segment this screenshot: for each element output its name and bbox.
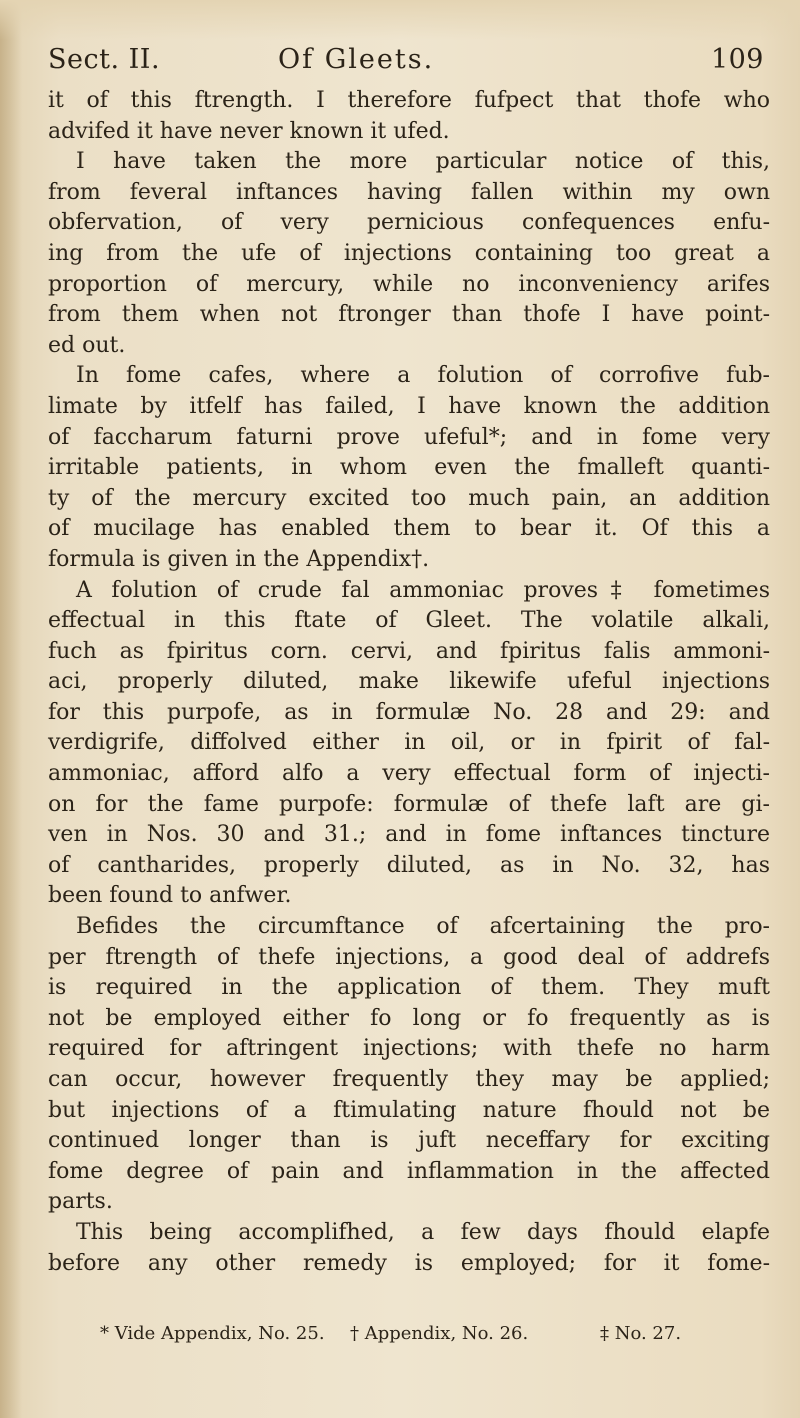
text-line: ed out. <box>48 332 126 358</box>
page-number: 109 <box>710 44 764 75</box>
text-line: obfervation, of very pernicious confequences enfu- <box>48 210 770 236</box>
page-top-shadow <box>0 0 800 40</box>
text-line: advifed it have never known it ufed. <box>48 118 450 144</box>
text-line: per ftrength of thefe injections, a good deal of addrefs <box>48 944 770 970</box>
section-label: Sect. II. <box>48 44 161 75</box>
text-line: verdigrife, diffolved either in oil, or in fpirit of fal- <box>48 730 770 756</box>
text-line: ty of the mercury excited too much pain, an addition <box>48 485 770 511</box>
text-line: can occur, however frequently they may be applied; <box>48 1067 770 1092</box>
text-line: irritable patients, in whom even the fmalleft quanti- <box>48 455 770 481</box>
text-line: for this purpofe, as in formulæ No. 28 and 29: and <box>48 699 770 725</box>
text-line: proportion of mercury, while no inconveniency arifes <box>48 271 770 297</box>
text-line: but injections of a ftimulating nature fhould not be <box>48 1097 770 1123</box>
text-line: been found to anfwer. <box>48 883 292 909</box>
text-line: ing from the ufe of injections containing too great a <box>48 240 770 266</box>
text-line: it of this ftrength. I therefore fufpect that thofe who <box>48 88 770 113</box>
text-line: of mucilage has enabled them to bear it. Of this a <box>48 516 770 542</box>
text-line: This being accomplifhed, a few days fhould elapfe <box>76 1219 770 1245</box>
text-line: ven in Nos. 30 and 31.; and in fome inftances tincture <box>48 822 770 848</box>
text-line: continued longer than is juft neceffary for exciting <box>48 1128 770 1154</box>
text-line: fuch as fpiritus corn. cervi, and fpiritus falis ammoni- <box>48 638 770 664</box>
text-line: of faccharum faturni prove ufeful*; and in fome very <box>48 424 770 450</box>
text-line: A folution of crude fal ammoniac proves‡ fometimes <box>76 577 770 603</box>
text-line: In fome cafes, where a folution of corrofive fub- <box>76 363 770 389</box>
text-line: from them when not ftronger than thofe I have point- <box>48 302 770 328</box>
text-line: required for aftringent injections; with thefe no harm <box>48 1036 770 1062</box>
footnote: ‡ No. 27. <box>600 1323 682 1344</box>
body-text <box>48 86 770 1279</box>
text-line: I have taken the more particular notice of this, <box>76 149 770 175</box>
page-left-shadow <box>0 0 22 1418</box>
footnote: † Appendix, No. 26. <box>350 1323 529 1344</box>
text-line: on for the fame purpofe: formulæ of thefe laft are gi- <box>48 791 770 817</box>
text-line: formula is given in the Appendix†. <box>48 546 430 572</box>
text-line: of cantharides, properly diluted, as in No. 32, has <box>48 852 770 878</box>
text-line: from feveral inftances having fallen within my own <box>48 179 770 205</box>
text-line: before any other remedy is employed; for it fome- <box>48 1250 770 1276</box>
text-line: limate by itfelf has failed, I have known the addition <box>48 393 770 419</box>
running-header <box>48 44 764 80</box>
text-line: effectual in this ftate of Gleet. The volatile alkali, <box>48 608 770 634</box>
text-line: fome degree of pain and inflammation in the affected <box>48 1158 770 1184</box>
running-title: Of Gleets. <box>278 44 435 75</box>
text-line: ammoniac, afford alfo a very effectual form of injecti- <box>48 761 770 787</box>
footnote: * Vide Appendix, No. 25. <box>100 1323 325 1344</box>
text-line: Befides the circumftance of afcertaining the pro- <box>76 914 770 940</box>
text-line: is required in the application of them. They muft <box>48 975 770 1001</box>
text-line: aci, properly diluted, make likewife ufeful injections <box>48 669 770 695</box>
text-line: not be employed either fo long or fo frequently as is <box>48 1005 770 1031</box>
text-line: parts. <box>48 1189 113 1215</box>
